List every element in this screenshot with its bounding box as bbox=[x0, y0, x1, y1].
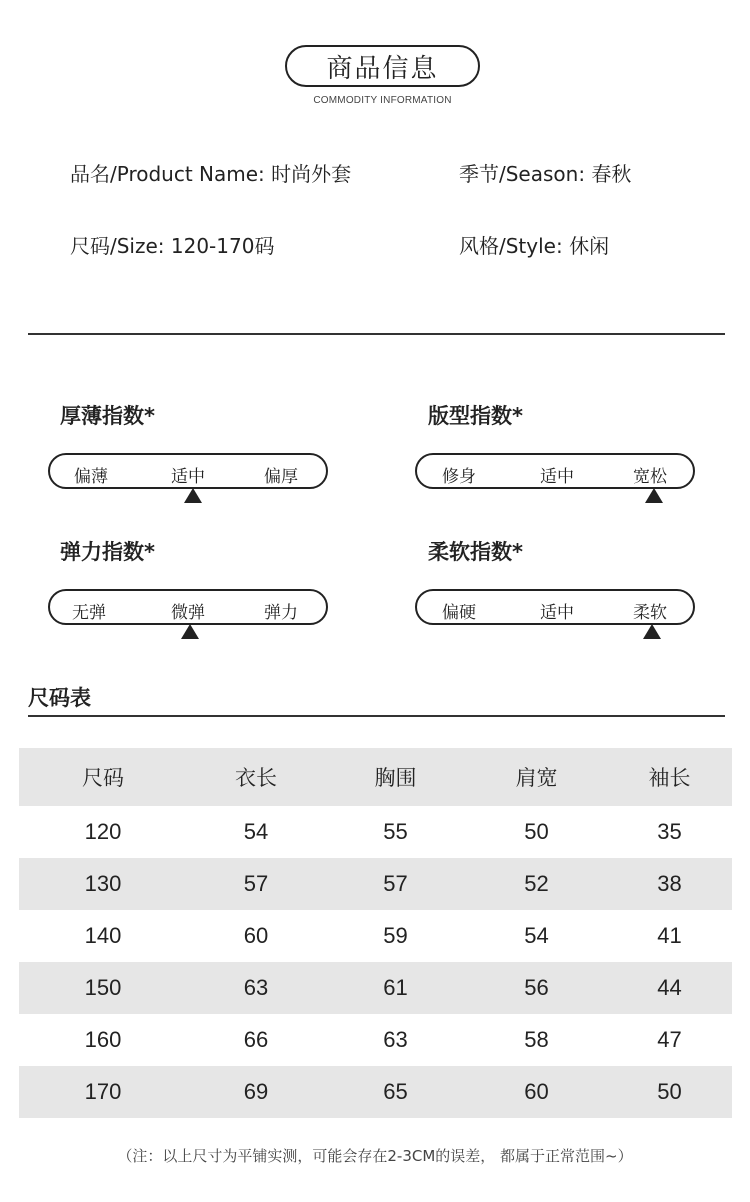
table-cell: 59 bbox=[383, 923, 408, 948]
scale-option: 柔软 bbox=[633, 603, 667, 623]
column-header: 胸围 bbox=[374, 766, 417, 790]
elasticity-index-title: 弹力指数* bbox=[60, 540, 155, 564]
table-cell: 65 bbox=[383, 1079, 408, 1104]
scale-option: 微弹 bbox=[171, 603, 205, 623]
table-cell: 160 bbox=[84, 1027, 122, 1052]
table-cell: 56 bbox=[524, 975, 549, 1000]
table-cell: 60 bbox=[243, 923, 269, 948]
table-cell: 140 bbox=[84, 923, 122, 948]
table-row bbox=[19, 806, 732, 858]
product-size: 尺码/Size: 120-170码 bbox=[70, 234, 275, 258]
table-row bbox=[19, 962, 732, 1014]
table-cell: 52 bbox=[524, 871, 549, 896]
scale-option: 偏薄 bbox=[74, 467, 108, 487]
table-cell: 47 bbox=[657, 1027, 682, 1052]
table-cell: 41 bbox=[657, 923, 682, 948]
table-cell: 120 bbox=[84, 819, 122, 844]
table-cell: 69 bbox=[243, 1079, 269, 1104]
size-chart-divider bbox=[28, 715, 725, 717]
column-header: 肩宽 bbox=[515, 766, 558, 790]
scale-option: 宽松 bbox=[633, 467, 667, 487]
size-chart-title: 尺码表 bbox=[28, 686, 91, 710]
table-cell: 44 bbox=[657, 975, 682, 1000]
scale-option: 适中 bbox=[171, 467, 205, 487]
table-cell: 50 bbox=[524, 819, 549, 844]
selected-marker-icon bbox=[645, 488, 663, 503]
thickness-index-scale bbox=[48, 453, 328, 489]
fit-index-scale bbox=[415, 453, 695, 489]
table-cell: 61 bbox=[383, 975, 408, 1000]
table-cell: 60 bbox=[524, 1079, 549, 1104]
table-cell: 57 bbox=[383, 871, 408, 896]
section-divider bbox=[28, 333, 725, 335]
table-cell: 54 bbox=[524, 923, 549, 948]
table-row bbox=[19, 910, 732, 962]
product-name: 品名/Product Name: 时尚外套 bbox=[70, 162, 352, 186]
table-row bbox=[19, 1014, 732, 1066]
section-title-pill bbox=[285, 45, 480, 87]
table-row bbox=[19, 858, 732, 910]
table-cell: 63 bbox=[383, 1027, 408, 1052]
column-header: 袖长 bbox=[648, 766, 691, 790]
scale-option: 修身 bbox=[442, 467, 476, 487]
fit-index-title: 版型指数* bbox=[428, 404, 523, 428]
table-header-row bbox=[19, 748, 732, 806]
measurement-note: （注：以上尺寸为平铺实测，可能会存在2-3CM的误差， 都属于正常范围~） bbox=[117, 1147, 633, 1165]
scale-option: 偏厚 bbox=[264, 467, 298, 487]
page-title: 商品信息 bbox=[326, 53, 439, 84]
table-cell: 38 bbox=[657, 871, 682, 896]
table-cell: 55 bbox=[383, 819, 408, 844]
scale-option: 适中 bbox=[540, 603, 574, 623]
table-cell: 63 bbox=[243, 975, 269, 1000]
scale-option: 偏硬 bbox=[442, 603, 476, 623]
table-cell: 50 bbox=[657, 1079, 682, 1104]
table-cell: 170 bbox=[84, 1079, 122, 1104]
table-cell: 66 bbox=[243, 1027, 269, 1052]
table-cell: 150 bbox=[84, 975, 122, 1000]
selected-marker-icon bbox=[181, 624, 199, 639]
column-header: 尺码 bbox=[82, 766, 124, 790]
size-chart-table bbox=[19, 748, 732, 1118]
column-header: 衣长 bbox=[235, 766, 277, 790]
product-season: 季节/Season: 春秋 bbox=[459, 162, 632, 186]
thickness-index-title: 厚薄指数* bbox=[60, 404, 155, 428]
scale-option: 适中 bbox=[540, 467, 574, 487]
scale-option: 弹力 bbox=[264, 603, 298, 623]
table-cell: 130 bbox=[84, 871, 122, 896]
table-cell: 35 bbox=[657, 819, 682, 844]
selected-marker-icon bbox=[184, 488, 202, 503]
selected-marker-icon bbox=[643, 624, 661, 639]
scale-option: 无弹 bbox=[72, 603, 106, 623]
product-style: 风格/Style: 休闲 bbox=[459, 234, 610, 258]
page-subtitle: COMMODITY INFORMATION bbox=[313, 95, 452, 106]
table-row bbox=[19, 1066, 732, 1118]
softness-index-scale bbox=[415, 589, 695, 625]
softness-index-title: 柔软指数* bbox=[428, 540, 523, 564]
elasticity-index-scale bbox=[48, 589, 328, 625]
table-cell: 57 bbox=[243, 871, 269, 896]
table-cell: 58 bbox=[524, 1027, 549, 1052]
table-cell: 54 bbox=[243, 819, 269, 844]
